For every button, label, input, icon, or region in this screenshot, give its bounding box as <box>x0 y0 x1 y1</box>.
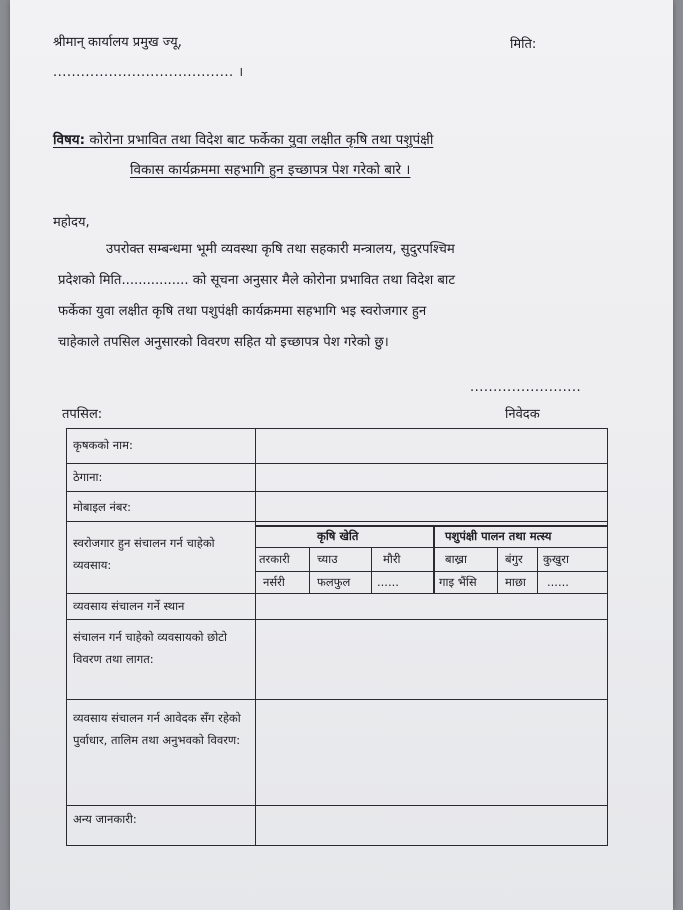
letter-line-4: चाहेकाले तपसिल अनुसारको विवरण सहित यो इच्छापत्र पेश गरेको छु। <box>58 335 389 350</box>
row-divider <box>67 805 607 806</box>
livestock-cell: बंगुर <box>505 552 523 566</box>
livestock-header: पशुपंक्षी पालन तथा मत्स्य <box>445 529 552 543</box>
applicant-label: निवेदक <box>505 407 540 422</box>
livestock-cell: कुखुरा <box>543 552 569 566</box>
farmer-name-label: कृषकको नाम: <box>73 438 133 452</box>
row-divider <box>67 619 607 620</box>
letter-line-1: उपरोक्त सम्बन्धमा भूमी व्यवस्था कृषि तथा सहकारी मन्त्रालय, सुदुरपश्चिम <box>106 242 455 257</box>
document-page <box>10 0 673 910</box>
agriculture-header: कृषि खेति <box>317 529 359 543</box>
subtable-divider <box>433 525 435 593</box>
subject-line-2: विकास कार्यक्रममा सहभागि हुन इच्छापत्र पेश गरेको बारे । <box>130 162 411 178</box>
address-label: ठेगाना: <box>73 470 103 484</box>
row-divider <box>67 521 607 522</box>
subtable-divider <box>309 547 310 593</box>
agri-cell: नर्सरी <box>263 575 285 589</box>
subtable-top <box>255 525 607 527</box>
agri-cell: च्याउ <box>317 552 338 566</box>
infrastructure-label: व्यवसाय संचालन गर्न आवेदक सँग रहेको पुर्वाधार, तालिम तथा अनुभवको विवरण: <box>73 711 241 747</box>
date-label: मिति: <box>510 37 537 52</box>
letter-line-3: फर्केका युवा लक्षीत कृषि तथा पशुपंक्षी कार्यक्रममा सहभागि भइ स्वरोजगार हुन <box>58 304 427 319</box>
row-divider <box>67 463 607 464</box>
letter-body <box>58 234 618 358</box>
description-label: संचालन गर्न चाहेको व्यवसायको छोटो विवरण तथा लागत: <box>73 630 227 666</box>
subtable-divider <box>537 547 538 593</box>
livestock-cell: बाख्रा <box>445 552 467 566</box>
subject-line-1 <box>53 130 433 148</box>
column-divider <box>255 429 256 845</box>
subtable-divider <box>255 571 607 572</box>
business-label: स्वरोजगार हुन संचालन गर्न चाहेको व्यवसाय: <box>73 536 215 572</box>
livestock-cell: ...... <box>547 575 569 589</box>
subject-text-1: कोरोना प्रभावित तथा विदेश बाट फर्केका युवा लक्षीत कृषि तथा पशुपंक्षी <box>89 132 434 148</box>
mobile-label: मोबाइल नंबर: <box>73 500 132 514</box>
agri-cell: फलफुल <box>317 575 351 589</box>
greeting: महोदय, <box>53 215 90 230</box>
other-info-label: अन्य जानकारी: <box>73 812 137 826</box>
agri-cell: तरकारी <box>259 552 290 566</box>
details-form-table <box>66 428 608 846</box>
agri-cell: मौरी <box>383 552 401 566</box>
location-label: व्यवसाय संचालन गर्ने स्थान <box>73 599 185 613</box>
subtable-divider <box>255 547 607 548</box>
letter-line-2: प्रदेशको मिति................ को सूचना अनुसार मैले कोरोना प्रभावित तथा विदेश बाट <box>58 273 455 288</box>
row-divider <box>67 491 607 492</box>
details-label: तपसिल: <box>62 407 103 422</box>
livestock-cell: गाइ भैंसि <box>439 575 477 589</box>
row-divider <box>67 699 607 700</box>
subtable-divider <box>497 547 498 593</box>
address-line: ....................................... । <box>53 65 244 80</box>
livestock-cell: माछा <box>505 575 526 589</box>
signature-dots: ........................ <box>470 380 582 395</box>
row-divider <box>67 593 607 594</box>
subject-label: विषय: <box>53 132 86 148</box>
salutation-to: श्रीमान् कार्यालय प्रमुख ज्यू, <box>53 35 182 50</box>
agri-cell: ...... <box>377 575 399 589</box>
subtable-divider <box>371 547 372 593</box>
